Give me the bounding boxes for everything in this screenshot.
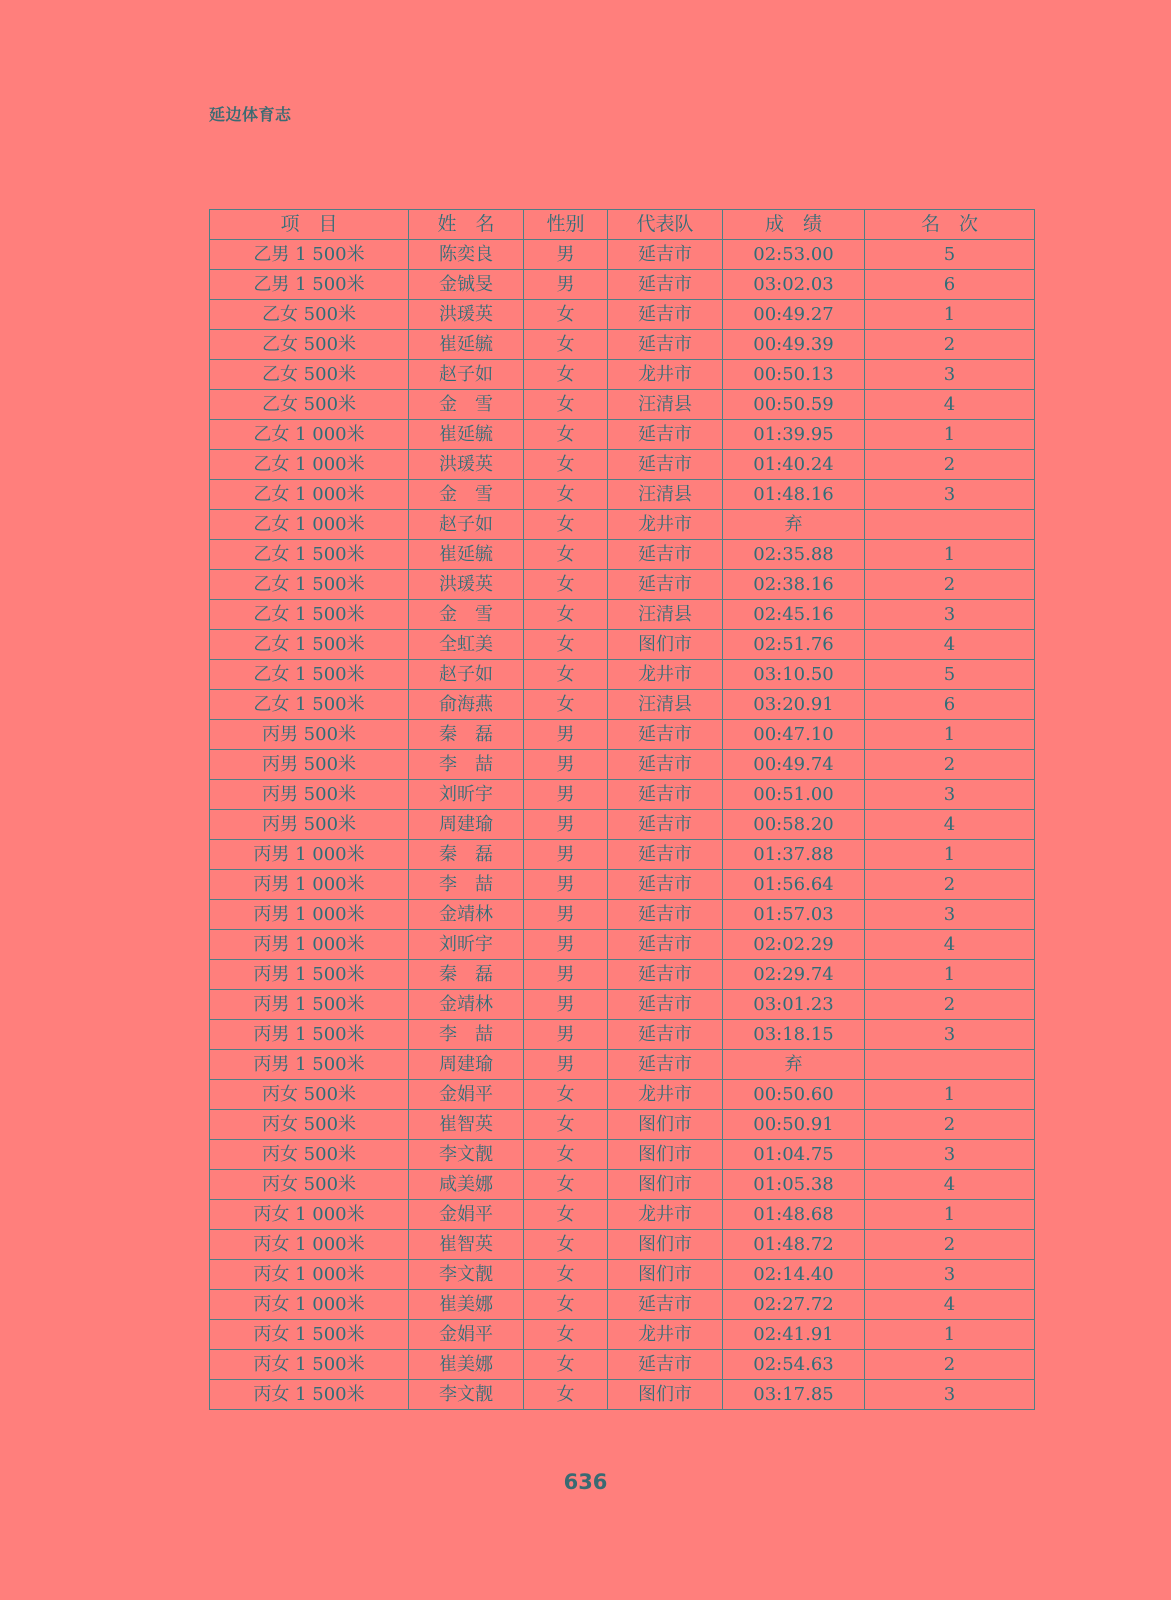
- table-row: [210, 1230, 1035, 1260]
- result-cell: 00:50.59: [723, 390, 865, 420]
- event-cell: 丙男 1 000米: [210, 870, 409, 900]
- name-cell: 崔延毓: [409, 540, 524, 570]
- result-cell: 02:45.16: [723, 600, 865, 630]
- event-cell: 乙男 1 500米: [210, 270, 409, 300]
- gender-cell: 女: [524, 480, 608, 510]
- gender-cell: 女: [524, 1380, 608, 1410]
- event-cell: 丙女 1 500米: [210, 1380, 409, 1410]
- gender-cell: 女: [524, 1320, 608, 1350]
- table-row: [210, 570, 1035, 600]
- table-row: [210, 1110, 1035, 1140]
- name-cell: 全虹美: [409, 630, 524, 660]
- gender-cell: 女: [524, 630, 608, 660]
- team-cell: 延吉市: [608, 1050, 723, 1080]
- rank-cell: 5: [865, 240, 1035, 270]
- table-row: [210, 750, 1035, 780]
- rank-cell: 4: [865, 1170, 1035, 1200]
- result-cell: 03:02.03: [723, 270, 865, 300]
- team-cell: 图们市: [608, 1140, 723, 1170]
- result-cell: 00:49.39: [723, 330, 865, 360]
- rank-cell: 1: [865, 540, 1035, 570]
- result-cell: 00:58.20: [723, 810, 865, 840]
- team-cell: 图们市: [608, 1170, 723, 1200]
- result-cell: 03:17.85: [723, 1380, 865, 1410]
- result-cell: 00:49.74: [723, 750, 865, 780]
- result-cell: 00:50.60: [723, 1080, 865, 1110]
- event-cell: 乙女 1 500米: [210, 660, 409, 690]
- rank-cell: 3: [865, 1020, 1035, 1050]
- name-cell: 李 喆: [409, 1020, 524, 1050]
- rank-cell: 1: [865, 1200, 1035, 1230]
- gender-cell: 男: [524, 720, 608, 750]
- team-cell: 龙井市: [608, 510, 723, 540]
- table-row: [210, 270, 1035, 300]
- team-cell: 延吉市: [608, 870, 723, 900]
- gender-cell: 男: [524, 870, 608, 900]
- rank-cell: 2: [865, 750, 1035, 780]
- team-cell: 龙井市: [608, 360, 723, 390]
- team-cell: 延吉市: [608, 540, 723, 570]
- team-cell: 延吉市: [608, 1350, 723, 1380]
- rank-cell: 3: [865, 600, 1035, 630]
- team-cell: 延吉市: [608, 330, 723, 360]
- gender-cell: 女: [524, 1080, 608, 1110]
- result-cell: 00:50.91: [723, 1110, 865, 1140]
- name-cell: 周建瑜: [409, 810, 524, 840]
- result-cell: 02:51.76: [723, 630, 865, 660]
- name-cell: 赵子如: [409, 360, 524, 390]
- gender-cell: 男: [524, 780, 608, 810]
- event-cell: 乙女 1 500米: [210, 570, 409, 600]
- table-row: [210, 1290, 1035, 1320]
- rank-cell: 6: [865, 690, 1035, 720]
- team-cell: 延吉市: [608, 900, 723, 930]
- name-cell: 洪瑗英: [409, 450, 524, 480]
- event-cell: 丙女 500米: [210, 1110, 409, 1140]
- table-row: [210, 360, 1035, 390]
- team-cell: 延吉市: [608, 720, 723, 750]
- team-cell: 延吉市: [608, 270, 723, 300]
- table-row: [210, 480, 1035, 510]
- event-cell: 丙女 500米: [210, 1170, 409, 1200]
- name-cell: 洪瑗英: [409, 570, 524, 600]
- table-row: [210, 330, 1035, 360]
- team-cell: 延吉市: [608, 420, 723, 450]
- rank-cell: 4: [865, 630, 1035, 660]
- event-cell: 乙女 1 000米: [210, 450, 409, 480]
- gender-cell: 女: [524, 420, 608, 450]
- result-cell: 02:53.00: [723, 240, 865, 270]
- name-cell: 崔智英: [409, 1110, 524, 1140]
- page-header-title: 延边体育志: [209, 105, 292, 124]
- event-cell: 丙男 1 000米: [210, 840, 409, 870]
- team-cell: 延吉市: [608, 780, 723, 810]
- name-cell: 秦 磊: [409, 720, 524, 750]
- event-cell: 丙女 500米: [210, 1080, 409, 1110]
- result-cell: 弃: [723, 1050, 865, 1080]
- gender-cell: 女: [524, 1230, 608, 1260]
- event-cell: 乙女 1 500米: [210, 540, 409, 570]
- rank-cell: 3: [865, 360, 1035, 390]
- gender-cell: 女: [524, 540, 608, 570]
- gender-cell: 男: [524, 840, 608, 870]
- column-header-gender: 性别: [524, 210, 608, 240]
- team-cell: 汪清县: [608, 390, 723, 420]
- name-cell: 秦 磊: [409, 960, 524, 990]
- table-row: [210, 450, 1035, 480]
- gender-cell: 女: [524, 660, 608, 690]
- gender-cell: 男: [524, 270, 608, 300]
- name-cell: 李文靓: [409, 1380, 524, 1410]
- table-row: [210, 810, 1035, 840]
- event-cell: 丙男 500米: [210, 720, 409, 750]
- event-cell: 丙女 1 000米: [210, 1290, 409, 1320]
- event-cell: 丙女 1 500米: [210, 1350, 409, 1380]
- rank-cell: 3: [865, 900, 1035, 930]
- name-cell: 金铖旻: [409, 270, 524, 300]
- table-row: [210, 1140, 1035, 1170]
- result-cell: 02:02.29: [723, 930, 865, 960]
- event-cell: 丙女 1 500米: [210, 1320, 409, 1350]
- name-cell: 洪瑗英: [409, 300, 524, 330]
- name-cell: 金 雪: [409, 390, 524, 420]
- gender-cell: 女: [524, 300, 608, 330]
- rank-cell: 2: [865, 1110, 1035, 1140]
- team-cell: 龙井市: [608, 660, 723, 690]
- rank-cell: 1: [865, 300, 1035, 330]
- team-cell: 延吉市: [608, 570, 723, 600]
- name-cell: 金 雪: [409, 600, 524, 630]
- gender-cell: 男: [524, 960, 608, 990]
- result-cell: 00:50.13: [723, 360, 865, 390]
- result-cell: 01:37.88: [723, 840, 865, 870]
- table-row: [210, 390, 1035, 420]
- table-header: [210, 210, 1035, 240]
- column-header-result: 成 绩: [723, 210, 865, 240]
- rank-cell: 1: [865, 960, 1035, 990]
- gender-cell: 女: [524, 450, 608, 480]
- team-cell: 延吉市: [608, 990, 723, 1020]
- column-header-name: 姓 名: [409, 210, 524, 240]
- name-cell: 李 喆: [409, 870, 524, 900]
- table-row: [210, 240, 1035, 270]
- gender-cell: 女: [524, 1170, 608, 1200]
- event-cell: 丙女 500米: [210, 1140, 409, 1170]
- gender-cell: 男: [524, 900, 608, 930]
- event-cell: 丙男 1 500米: [210, 1020, 409, 1050]
- name-cell: 崔延毓: [409, 420, 524, 450]
- table-row: [210, 870, 1035, 900]
- name-cell: 金娟平: [409, 1080, 524, 1110]
- gender-cell: 男: [524, 810, 608, 840]
- gender-cell: 女: [524, 360, 608, 390]
- column-header-rank: 名 次: [865, 210, 1035, 240]
- rank-cell: 5: [865, 660, 1035, 690]
- team-cell: 龙井市: [608, 1200, 723, 1230]
- rank-cell: 1: [865, 840, 1035, 870]
- gender-cell: 女: [524, 1260, 608, 1290]
- name-cell: 赵子如: [409, 660, 524, 690]
- result-cell: 01:48.72: [723, 1230, 865, 1260]
- team-cell: 延吉市: [608, 750, 723, 780]
- result-cell: 03:18.15: [723, 1020, 865, 1050]
- table-row: [210, 540, 1035, 570]
- event-cell: 丙女 1 000米: [210, 1200, 409, 1230]
- table-row: [210, 1170, 1035, 1200]
- team-cell: 延吉市: [608, 300, 723, 330]
- rank-cell: 1: [865, 420, 1035, 450]
- result-cell: 02:14.40: [723, 1260, 865, 1290]
- result-cell: 02:38.16: [723, 570, 865, 600]
- header-row: [210, 210, 1035, 240]
- result-cell: 02:27.72: [723, 1290, 865, 1320]
- name-cell: 刘昕宇: [409, 780, 524, 810]
- rank-cell: 4: [865, 810, 1035, 840]
- team-cell: 延吉市: [608, 450, 723, 480]
- result-cell: 00:49.27: [723, 300, 865, 330]
- gender-cell: 女: [524, 390, 608, 420]
- rank-cell: 1: [865, 1080, 1035, 1110]
- result-cell: 00:47.10: [723, 720, 865, 750]
- gender-cell: 女: [524, 1200, 608, 1230]
- name-cell: 崔美娜: [409, 1350, 524, 1380]
- event-cell: 丙男 1 000米: [210, 900, 409, 930]
- event-cell: 乙女 1 000米: [210, 420, 409, 450]
- team-cell: 延吉市: [608, 960, 723, 990]
- table-body: [210, 240, 1035, 1410]
- event-cell: 乙女 1 500米: [210, 690, 409, 720]
- rank-cell: 3: [865, 1260, 1035, 1290]
- gender-cell: 女: [524, 600, 608, 630]
- event-cell: 丙男 1 000米: [210, 930, 409, 960]
- gender-cell: 女: [524, 1140, 608, 1170]
- event-cell: 丙男 1 500米: [210, 960, 409, 990]
- table-row: [210, 990, 1035, 1020]
- name-cell: 俞海燕: [409, 690, 524, 720]
- team-cell: 延吉市: [608, 240, 723, 270]
- table-row: [210, 1320, 1035, 1350]
- rank-cell: [865, 1050, 1035, 1080]
- team-cell: 汪清县: [608, 600, 723, 630]
- gender-cell: 男: [524, 930, 608, 960]
- team-cell: 龙井市: [608, 1080, 723, 1110]
- gender-cell: 女: [524, 330, 608, 360]
- table-row: [210, 1050, 1035, 1080]
- rank-cell: 2: [865, 1350, 1035, 1380]
- table-row: [210, 600, 1035, 630]
- gender-cell: 女: [524, 690, 608, 720]
- event-cell: 丙男 500米: [210, 780, 409, 810]
- event-cell: 乙女 1 000米: [210, 510, 409, 540]
- team-cell: 延吉市: [608, 1020, 723, 1050]
- event-cell: 丙男 1 500米: [210, 1050, 409, 1080]
- table-row: [210, 630, 1035, 660]
- team-cell: 图们市: [608, 630, 723, 660]
- table-row: [210, 840, 1035, 870]
- table-row: [210, 1350, 1035, 1380]
- rank-cell: 4: [865, 390, 1035, 420]
- event-cell: 乙女 500米: [210, 330, 409, 360]
- page-number: 636: [563, 1470, 608, 1494]
- result-cell: 03:10.50: [723, 660, 865, 690]
- result-cell: 01:39.95: [723, 420, 865, 450]
- result-cell: 00:51.00: [723, 780, 865, 810]
- result-cell: 03:20.91: [723, 690, 865, 720]
- rank-cell: 2: [865, 450, 1035, 480]
- results-table: [209, 209, 1035, 1410]
- name-cell: 金靖林: [409, 990, 524, 1020]
- name-cell: 秦 磊: [409, 840, 524, 870]
- name-cell: 金靖林: [409, 900, 524, 930]
- name-cell: 崔延毓: [409, 330, 524, 360]
- rank-cell: 6: [865, 270, 1035, 300]
- team-cell: 图们市: [608, 1260, 723, 1290]
- table-row: [210, 690, 1035, 720]
- column-header-team: 代表队: [608, 210, 723, 240]
- team-cell: 延吉市: [608, 1290, 723, 1320]
- event-cell: 乙女 1 500米: [210, 630, 409, 660]
- team-cell: 延吉市: [608, 930, 723, 960]
- name-cell: 金娟平: [409, 1200, 524, 1230]
- rank-cell: 3: [865, 1380, 1035, 1410]
- event-cell: 丙男 500米: [210, 810, 409, 840]
- name-cell: 金 雪: [409, 480, 524, 510]
- rank-cell: 3: [865, 780, 1035, 810]
- result-cell: 01:40.24: [723, 450, 865, 480]
- rank-cell: 2: [865, 990, 1035, 1020]
- result-cell: 02:41.91: [723, 1320, 865, 1350]
- result-cell: 03:01.23: [723, 990, 865, 1020]
- event-cell: 乙女 1 000米: [210, 480, 409, 510]
- name-cell: 李 喆: [409, 750, 524, 780]
- result-cell: 02:35.88: [723, 540, 865, 570]
- result-cell: 01:05.38: [723, 1170, 865, 1200]
- table-row: [210, 960, 1035, 990]
- name-cell: 陈奕良: [409, 240, 524, 270]
- gender-cell: 男: [524, 1050, 608, 1080]
- gender-cell: 男: [524, 1020, 608, 1050]
- rank-cell: 2: [865, 570, 1035, 600]
- name-cell: 崔美娜: [409, 1290, 524, 1320]
- event-cell: 乙女 1 500米: [210, 600, 409, 630]
- gender-cell: 女: [524, 570, 608, 600]
- team-cell: 汪清县: [608, 480, 723, 510]
- name-cell: 崔智英: [409, 1230, 524, 1260]
- event-cell: 丙男 1 500米: [210, 990, 409, 1020]
- result-cell: 02:29.74: [723, 960, 865, 990]
- team-cell: 图们市: [608, 1230, 723, 1260]
- result-cell: 01:48.16: [723, 480, 865, 510]
- result-cell: 弃: [723, 510, 865, 540]
- event-cell: 丙女 1 000米: [210, 1230, 409, 1260]
- rank-cell: 2: [865, 870, 1035, 900]
- event-cell: 乙女 500米: [210, 300, 409, 330]
- rank-cell: 1: [865, 720, 1035, 750]
- team-cell: 汪清县: [608, 690, 723, 720]
- table-row: [210, 1080, 1035, 1110]
- rank-cell: 3: [865, 480, 1035, 510]
- event-cell: 乙女 500米: [210, 360, 409, 390]
- team-cell: 图们市: [608, 1380, 723, 1410]
- result-cell: 01:57.03: [723, 900, 865, 930]
- table-row: [210, 780, 1035, 810]
- result-cell: 01:48.68: [723, 1200, 865, 1230]
- name-cell: 周建瑜: [409, 1050, 524, 1080]
- event-cell: 乙女 500米: [210, 390, 409, 420]
- gender-cell: 男: [524, 750, 608, 780]
- name-cell: 咸美娜: [409, 1170, 524, 1200]
- event-cell: 乙男 1 500米: [210, 240, 409, 270]
- name-cell: 李文靓: [409, 1260, 524, 1290]
- gender-cell: 女: [524, 1290, 608, 1320]
- name-cell: 金娟平: [409, 1320, 524, 1350]
- team-cell: 延吉市: [608, 810, 723, 840]
- table-row: [210, 1380, 1035, 1410]
- table-row: [210, 510, 1035, 540]
- team-cell: 延吉市: [608, 840, 723, 870]
- table-row: [210, 1200, 1035, 1230]
- gender-cell: 男: [524, 240, 608, 270]
- column-header-event: 项 目: [210, 210, 409, 240]
- rank-cell: 1: [865, 1320, 1035, 1350]
- result-cell: 01:56.64: [723, 870, 865, 900]
- table-row: [210, 660, 1035, 690]
- team-cell: 图们市: [608, 1110, 723, 1140]
- rank-cell: 4: [865, 930, 1035, 960]
- rank-cell: [865, 510, 1035, 540]
- table-row: [210, 900, 1035, 930]
- rank-cell: 3: [865, 1140, 1035, 1170]
- name-cell: 赵子如: [409, 510, 524, 540]
- rank-cell: 2: [865, 330, 1035, 360]
- table-row: [210, 720, 1035, 750]
- name-cell: 李文靓: [409, 1140, 524, 1170]
- table-row: [210, 1260, 1035, 1290]
- name-cell: 刘昕宇: [409, 930, 524, 960]
- event-cell: 丙男 500米: [210, 750, 409, 780]
- table-row: [210, 1020, 1035, 1050]
- result-cell: 01:04.75: [723, 1140, 865, 1170]
- gender-cell: 女: [524, 1350, 608, 1380]
- event-cell: 丙女 1 000米: [210, 1260, 409, 1290]
- rank-cell: 4: [865, 1290, 1035, 1320]
- table-row: [210, 930, 1035, 960]
- table-row: [210, 300, 1035, 330]
- gender-cell: 女: [524, 1110, 608, 1140]
- result-cell: 02:54.63: [723, 1350, 865, 1380]
- team-cell: 龙井市: [608, 1320, 723, 1350]
- table-row: [210, 420, 1035, 450]
- rank-cell: 2: [865, 1230, 1035, 1260]
- gender-cell: 女: [524, 510, 608, 540]
- gender-cell: 男: [524, 990, 608, 1020]
